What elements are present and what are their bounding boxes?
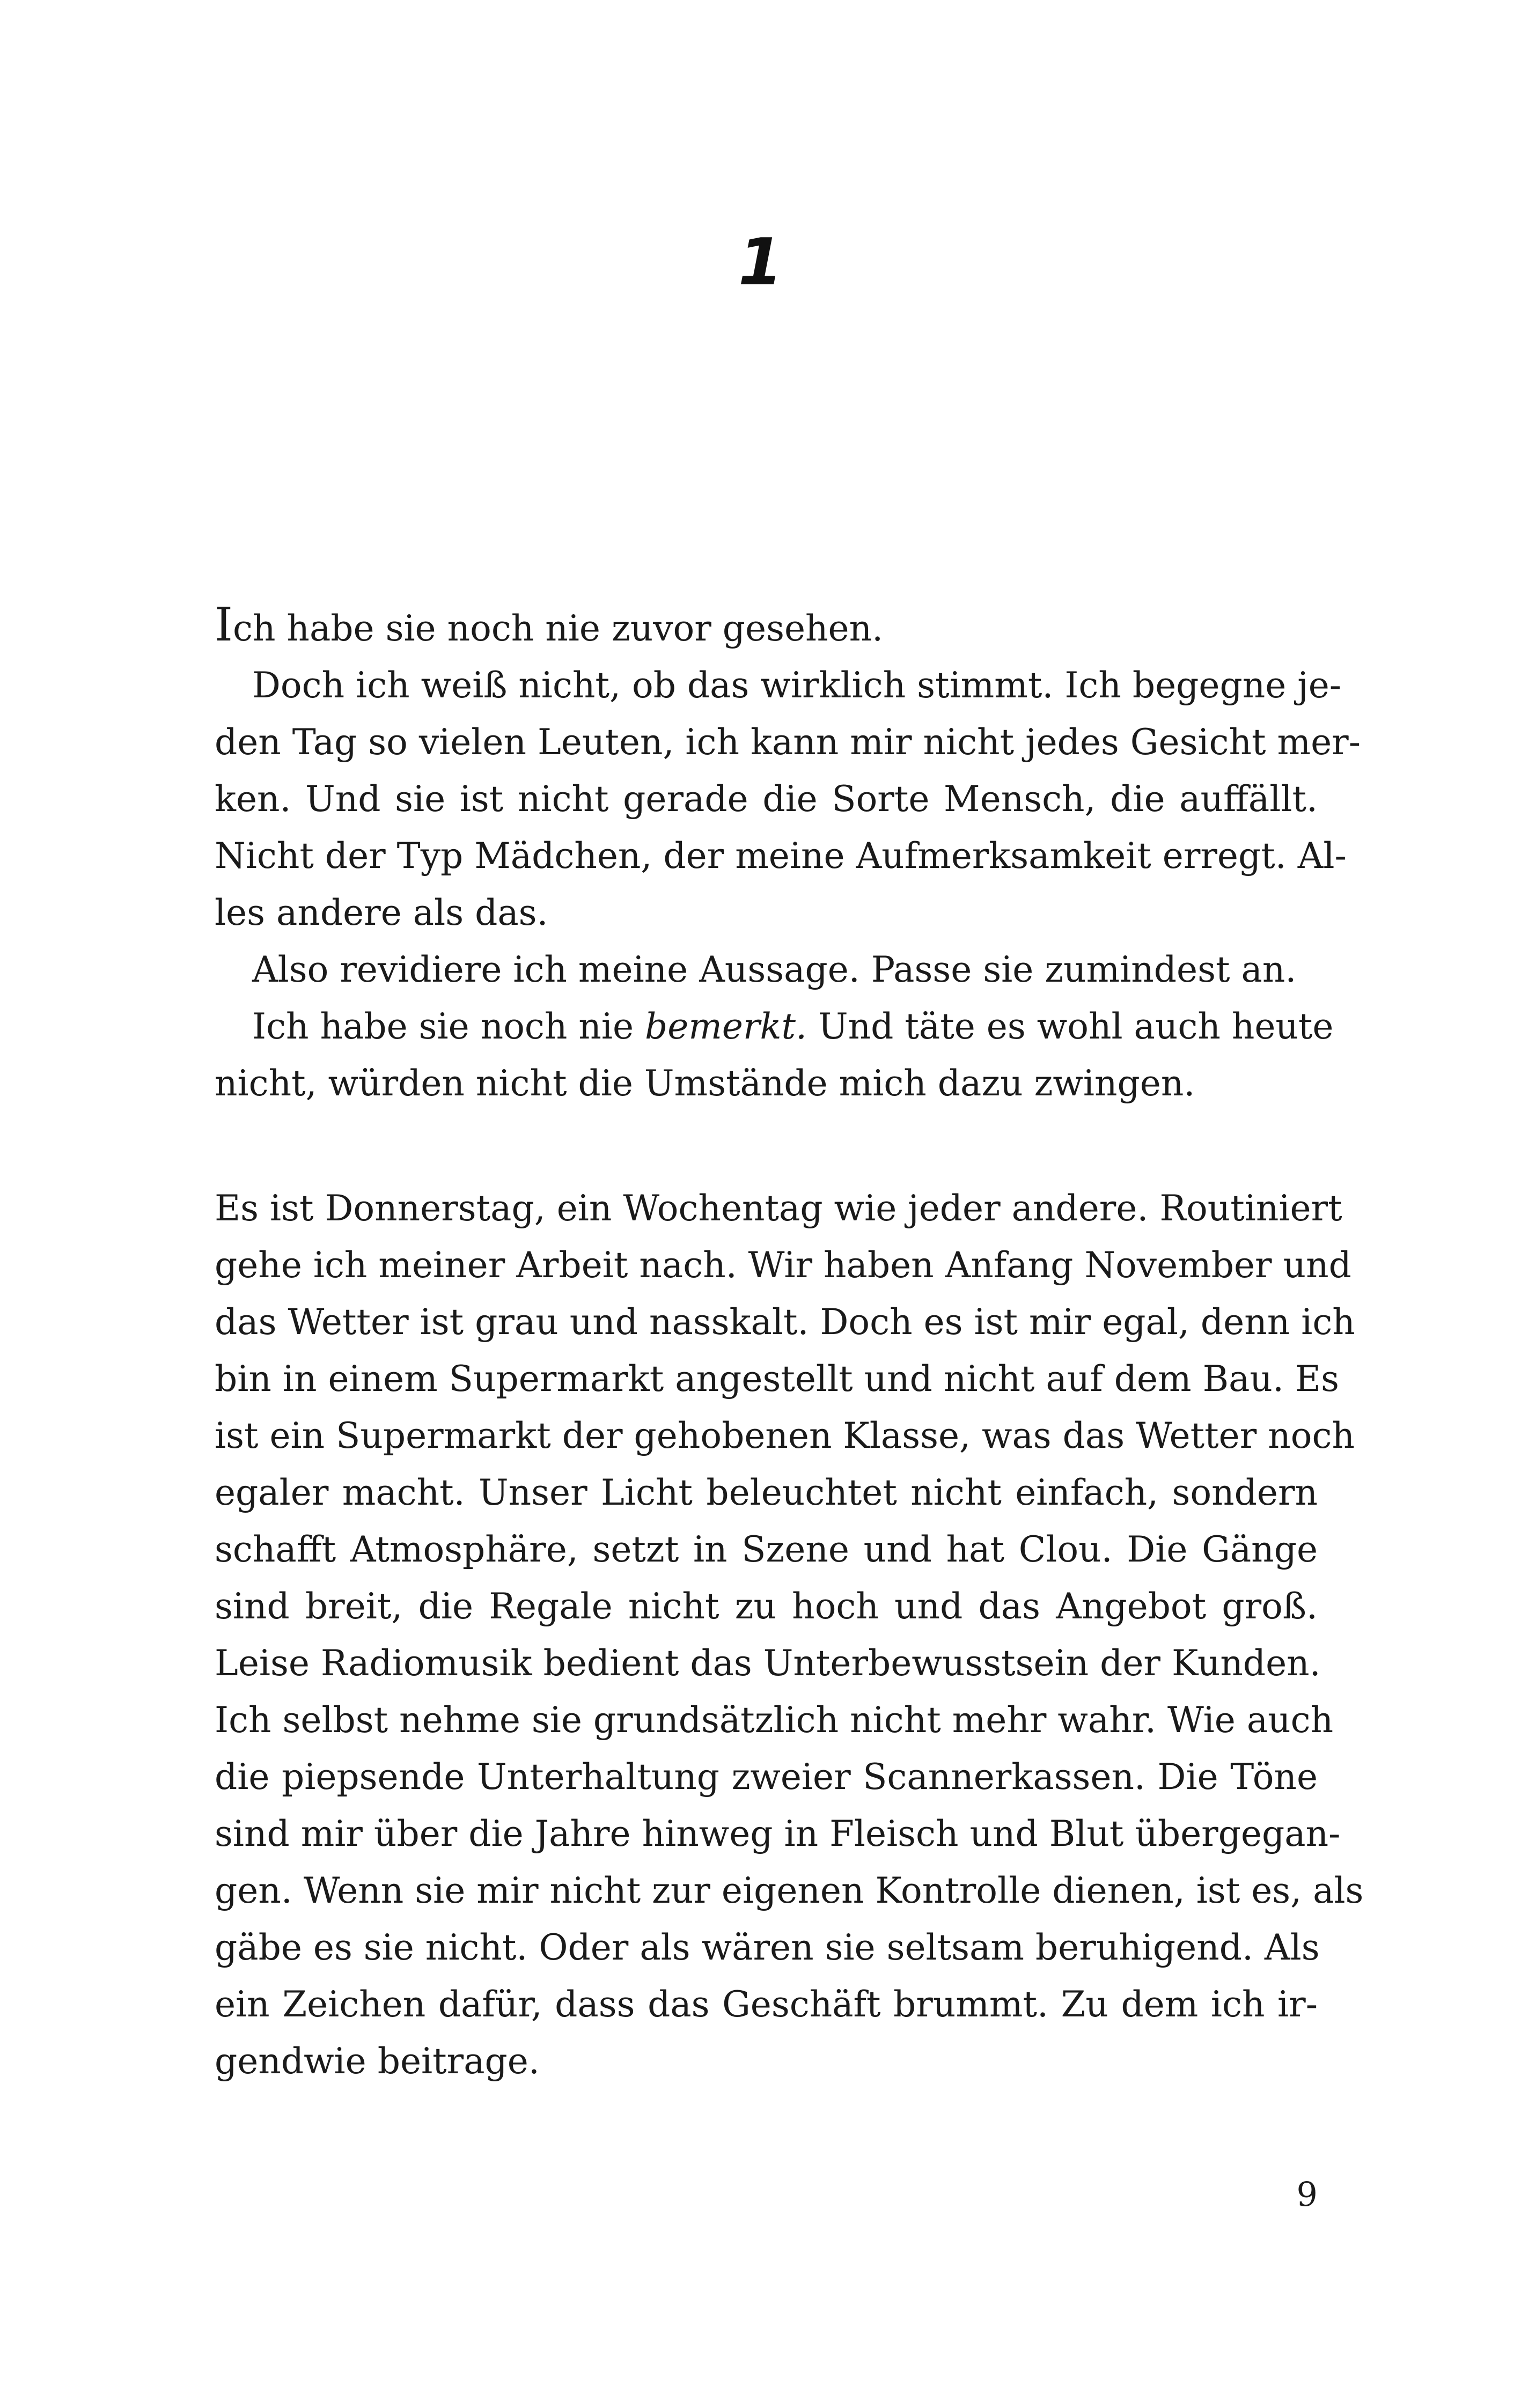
emphasis-text: bemerkt.	[645, 1006, 807, 1047]
paragraph-opening-line	[215, 597, 1318, 657]
text-line: Nicht der Typ Mädchen, der meine Aufmerksamkeit erregt. Al-	[215, 835, 1347, 877]
drop-cap: I	[215, 598, 233, 652]
text-line: den Tag so vielen Leuten, ich kann mir nicht jedes Gesicht mer-	[215, 721, 1361, 763]
text-line: gäbe es sie nicht. Oder als wären sie seltsam beruhigend. Als	[215, 1927, 1320, 1968]
text-line: Es ist Donnerstag, ein Wochentag wie jeder andere. Routiniert	[215, 1188, 1342, 1229]
text-line: Ich selbst nehme sie grundsätzlich nicht mehr wahr. Wie auch	[215, 1699, 1334, 1741]
text-line: Leise Radiomusik bedient das Unterbewusstsein der Kunden.	[215, 1643, 1321, 1684]
page-number: 9	[1296, 2175, 1318, 2214]
text-line: egaler macht. Unser Licht beleuchtet nicht einfach, sondern	[215, 1472, 1318, 1513]
text-line: gen. Wenn sie mir nicht zur eigenen Kontrolle dienen, ist es, als	[215, 1870, 1364, 1911]
text-line: bin in einem Supermarkt angestellt und nicht auf dem Bau. Es	[215, 1358, 1339, 1400]
paragraph-bemerkt-line	[215, 998, 1334, 1055]
text-line: gendwie beitrage.	[215, 2041, 540, 2082]
text-line: schafft Atmosphäre, setzt in Szene und hat Clou. Die Gänge	[215, 1529, 1318, 1570]
text-line: ch habe sie noch nie zuvor gesehen.	[232, 608, 884, 649]
text-line: sind breit, die Regale nicht zu hoch und das Angebot groß.	[215, 1586, 1318, 1627]
text-line: sind mir über die Jahre hinweg in Fleisch und Blut übergegan-	[215, 1813, 1341, 1854]
text-line: ein Zeichen dafür, dass das Geschäft brummt. Zu dem ich ir-	[215, 1984, 1318, 2025]
chapter-opening-text	[215, 597, 1361, 1112]
body-text	[215, 1180, 1364, 2090]
text-line: nicht, würden nicht die Umstände mich dazu zwingen.	[215, 1063, 1195, 1104]
text-line: die piepsende Unterhaltung zweier Scannerkassen. Die Töne	[215, 1756, 1318, 1798]
text-segment: Und täte es wohl auch heute	[807, 1006, 1334, 1047]
text-line: ist ein Supermarkt der gehobenen Klasse, was das Wetter noch	[215, 1415, 1355, 1456]
text-line: Also revidiere ich meine Aussage. Passe sie zumindest an.	[252, 949, 1297, 990]
text-line: ken. Und sie ist nicht gerade die Sorte Mensch, die auffällt.	[215, 778, 1318, 820]
text-line: gehe ich meiner Arbeit nach. Wir haben Anfang November und	[215, 1244, 1351, 1286]
text-line: das Wetter ist grau und nasskalt. Doch es ist mir egal, denn ich	[215, 1301, 1355, 1343]
text-line: les andere als das.	[215, 892, 548, 933]
text-line: Doch ich weiß nicht, ob das wirklich stimmt. Ich begegne je-	[252, 665, 1342, 706]
text-segment: Ich habe sie noch nie	[252, 1006, 645, 1047]
chapter-number: 1	[738, 225, 783, 300]
